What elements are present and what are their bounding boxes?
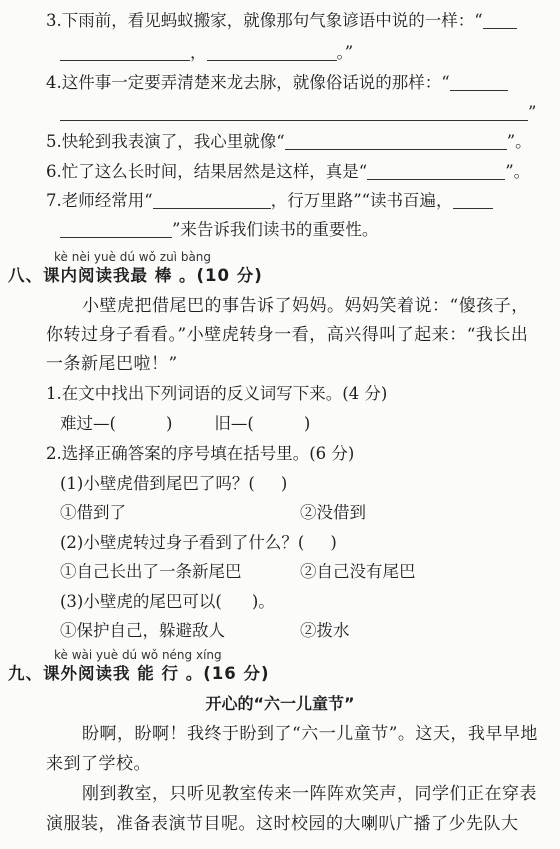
q7-line-2 bbox=[60, 219, 560, 241]
q5-text: 5.快轮到我表演了，我心里就像“ bbox=[46, 132, 285, 151]
q4-end: ” bbox=[528, 103, 537, 122]
sec8-q2-3 bbox=[60, 591, 560, 613]
sec8-q2-3-text: (3)小壁虎的尾巴可以( bbox=[60, 592, 222, 611]
sec8-q2-2-text: (2)小壁虎转过身子看到了什么？( bbox=[60, 533, 305, 552]
q5-end: ”。 bbox=[506, 132, 532, 151]
q7-text-b: ，行万里路”“读书百遍， bbox=[270, 191, 453, 210]
sec8-passage-line-2: 你转过身子看看。”小壁虎转身一看，高兴得叫了起来：“我长出 bbox=[46, 325, 529, 345]
sec8-q1: 1.在文中找出下列词语的反义词写下来。(4 分) bbox=[46, 384, 388, 403]
q4-line bbox=[46, 72, 560, 94]
sec8-q1-d: ) bbox=[303, 414, 311, 433]
sec8-q2-1-text: (1)小壁虎借到尾巴了吗？( bbox=[60, 474, 255, 493]
q3-comma: ， bbox=[190, 43, 207, 62]
sec8-passage-line-1: 小壁虎把借尾巴的事告诉了妈妈。妈妈笑着说：“傻孩子， bbox=[82, 296, 529, 316]
q3-blank-2[interactable] bbox=[60, 44, 190, 61]
q7-line bbox=[46, 190, 560, 212]
q6-text: 6.忙了这么长时间，结果居然是这样，真是“ bbox=[46, 162, 368, 181]
sec8-q2-1-option-1: ①借到了 bbox=[60, 503, 126, 522]
sec8-q1-c: 旧—( bbox=[214, 414, 254, 433]
sec8-q1-a: 难过—( bbox=[60, 414, 116, 433]
sec9-passage-line-4: 演服装，准备表演节目呢。这时校园的大喇叭广播了少先队大 bbox=[46, 814, 519, 834]
sec8-q2-1-end: ) bbox=[280, 474, 288, 493]
q7-blank-2[interactable] bbox=[453, 192, 493, 209]
sec8-q1-b: ) bbox=[165, 414, 173, 433]
q3-line-2 bbox=[60, 42, 560, 64]
q3-text: 3.下雨前，看见蚂蚁搬家，就像那句气象谚语中说的一样：“ bbox=[46, 11, 483, 30]
sec8-passage-line-3: 一条新尾巴啦！” bbox=[46, 354, 178, 374]
q3-blank-3[interactable] bbox=[207, 44, 337, 61]
sec8-q1-answers bbox=[60, 413, 560, 435]
q7-blank-3[interactable] bbox=[60, 221, 172, 238]
sec9-pinyin: kè wài yuè dú wǒ néng xíng bbox=[54, 648, 222, 662]
q6-line bbox=[46, 161, 560, 183]
sec8-q2-1-options bbox=[60, 502, 560, 524]
story-title: 开心的“六一儿童节” bbox=[205, 694, 355, 713]
sec8-pinyin: kè nèi yuè dú wǒ zuì bàng bbox=[54, 250, 212, 264]
q3-end: 。” bbox=[336, 43, 354, 62]
sec8-title: 八、课内阅读我最 棒 。(10 分) bbox=[8, 266, 263, 285]
q7-text-c: ”来告诉我们读书的重要性。 bbox=[172, 220, 379, 239]
sec9-title: 九、课外阅读我 能 行 。(16 分) bbox=[8, 664, 270, 683]
sec9-passage-line-1: 盼啊，盼啊！我终于盼到了“六一儿童节”。这天，我早早地 bbox=[82, 724, 538, 744]
sec8-q2-2-option-2: ②自己没有尾巴 bbox=[300, 562, 416, 581]
q3-line bbox=[46, 10, 560, 32]
q5-blank[interactable] bbox=[285, 133, 507, 150]
sec9-passage-line-3: 刚到教室，只听见教室传来一阵阵欢笑声，同学们正在穿表 bbox=[82, 784, 537, 804]
q6-blank[interactable] bbox=[367, 163, 505, 180]
sec8-q2-1-option-2: ②没借到 bbox=[300, 503, 366, 522]
q5-line bbox=[46, 131, 560, 153]
q7-blank-1[interactable] bbox=[153, 192, 271, 209]
sec8-q2-1 bbox=[60, 473, 560, 495]
q4-blank-2[interactable] bbox=[60, 104, 528, 121]
q4-blank-1[interactable] bbox=[450, 74, 508, 91]
sec8-q2-2-end: ) bbox=[330, 533, 337, 552]
q6-end: ”。 bbox=[505, 162, 531, 181]
q4-text: 4.这件事一定要弄清楚来龙去脉，就像俗话说的那样：“ bbox=[46, 73, 450, 92]
q7-text-a: 7.老师经常用“ bbox=[46, 191, 153, 210]
sec8-q2-2 bbox=[60, 532, 560, 554]
sec8-q2-3-option-2: ②拨水 bbox=[300, 621, 350, 640]
sec8-q2-3-end: )。 bbox=[251, 592, 275, 611]
sec9-passage-line-2: 来到了学校。 bbox=[46, 754, 151, 774]
sec8-q2-2-option-1: ①自己长出了一条新尾巴 bbox=[60, 562, 242, 581]
q3-blank-1[interactable] bbox=[483, 12, 517, 29]
q4-line-2 bbox=[60, 102, 560, 124]
sec8-q2: 2.选择正确答案的序号填在括号里。(6 分) bbox=[46, 444, 355, 463]
sec8-q2-2-options bbox=[60, 561, 560, 583]
sec8-q2-3-option-1: ①保护自己，躲避敌人 bbox=[60, 621, 225, 640]
sec8-q2-3-options bbox=[60, 620, 560, 642]
